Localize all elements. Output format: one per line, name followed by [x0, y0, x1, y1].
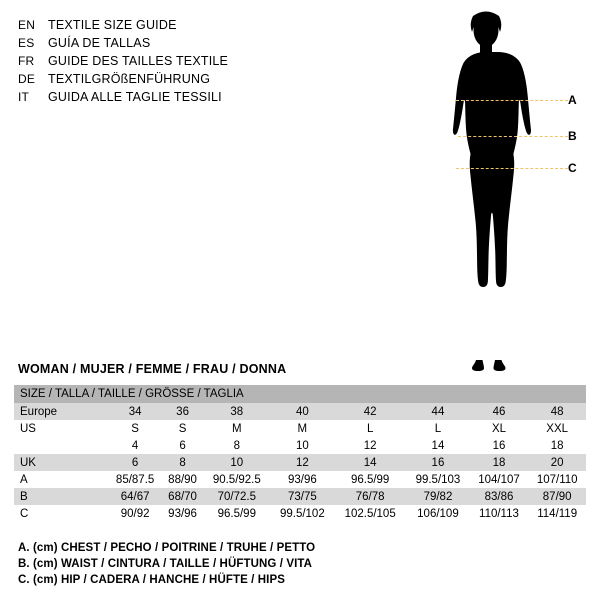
- table-cell: 85/87.5: [108, 471, 162, 488]
- figure-diagram: [420, 8, 590, 373]
- table-cell: 93/96: [271, 471, 334, 488]
- table-band-row: [14, 385, 586, 403]
- table-cell: 88/90: [162, 471, 203, 488]
- table-cell: 46: [470, 403, 529, 420]
- row-label: UK: [14, 454, 108, 471]
- table-cell: S: [108, 420, 162, 437]
- table-cell: 79/82: [406, 488, 469, 505]
- footnote-b: B. (cm) WAIST / CINTURA / TAILLE / HÜFTUNG / VITA: [18, 558, 313, 570]
- legend-text: TEXTILGRÖßENFÜHRUNG: [48, 72, 211, 86]
- legend-text: GUIDE DES TAILLES TEXTILE: [48, 54, 229, 68]
- table-cell: L: [334, 420, 406, 437]
- legend-code: ES: [18, 36, 35, 50]
- female-silhouette-icon: [420, 8, 590, 373]
- table-cell: 64/67: [108, 488, 162, 505]
- table-cell: 96.5/99: [203, 505, 271, 522]
- row-label: US: [14, 420, 108, 437]
- measure-line-b: [458, 136, 568, 137]
- table-cell: 44: [406, 403, 469, 420]
- table-cell: 10: [271, 437, 334, 454]
- table-cell: 14: [334, 454, 406, 471]
- table-cell: 34: [108, 403, 162, 420]
- table-cell: 76/78: [334, 488, 406, 505]
- table-cell: M: [203, 420, 271, 437]
- table-cell: 73/75: [271, 488, 334, 505]
- table-cell: 8: [162, 454, 203, 471]
- table-cell: 102.5/105: [334, 505, 406, 522]
- table-row: [14, 420, 586, 437]
- row-label: C: [14, 505, 108, 522]
- section-title: WOMAN / MUJER / FEMME / FRAU / DONNA: [18, 362, 287, 376]
- table-cell: 68/70: [162, 488, 203, 505]
- table-cell: 20: [528, 454, 586, 471]
- row-label: Europe: [14, 403, 108, 420]
- table-cell: 16: [406, 454, 469, 471]
- legend-code: EN: [18, 18, 36, 32]
- row-label: B: [14, 488, 108, 505]
- table-row: [14, 488, 586, 505]
- table-band-label: SIZE / TALLA / TAILLE / GRÖSSE / TAGLIA: [14, 385, 586, 403]
- table-row: [14, 454, 586, 471]
- table-cell: 99.5/102: [271, 505, 334, 522]
- legend-text: TEXTILE SIZE GUIDE: [48, 18, 177, 32]
- table-cell: 90.5/92.5: [203, 471, 271, 488]
- footnote-a: A. (cm) CHEST / PECHO / POITRINE / TRUHE / PETTO: [18, 542, 316, 554]
- table-cell: 96.5/99: [334, 471, 406, 488]
- footnote-c: C. (cm) HIP / CADERA / HANCHE / HÜFTE / HIPS: [18, 574, 286, 586]
- table-cell: 107/110: [528, 471, 586, 488]
- table-row: [14, 403, 586, 420]
- table-cell: 110/113: [470, 505, 529, 522]
- table-cell: 8: [203, 437, 271, 454]
- legend-row: [18, 70, 348, 88]
- legend-code: IT: [18, 90, 30, 104]
- table-cell: 48: [528, 403, 586, 420]
- table-cell: 12: [271, 454, 334, 471]
- table-cell: 14: [406, 437, 469, 454]
- legend-row: [18, 34, 348, 52]
- table-cell: 70/72.5: [203, 488, 271, 505]
- table-cell: 6: [108, 454, 162, 471]
- measure-label-c: C: [568, 161, 577, 175]
- table-cell: 12: [334, 437, 406, 454]
- table-cell: 83/86: [470, 488, 529, 505]
- table-cell: 104/107: [470, 471, 529, 488]
- legend-row: [18, 52, 348, 70]
- table-row: [14, 471, 586, 488]
- table-cell: 42: [334, 403, 406, 420]
- table-cell: 18: [528, 437, 586, 454]
- table-cell: 16: [470, 437, 529, 454]
- legend-code: DE: [18, 72, 36, 86]
- table-cell: 40: [271, 403, 334, 420]
- legend-row: [18, 88, 348, 106]
- table-cell: 4: [108, 437, 162, 454]
- measure-line-c: [456, 168, 568, 169]
- table-cell: 38: [203, 403, 271, 420]
- legend-text: GUÍA DE TALLAS: [48, 36, 151, 50]
- table-cell: 10: [203, 454, 271, 471]
- table-cell: 106/109: [406, 505, 469, 522]
- table-cell: 93/96: [162, 505, 203, 522]
- language-legend: [18, 16, 348, 106]
- legend-row: [18, 16, 348, 34]
- table-cell: 36: [162, 403, 203, 420]
- row-label: A: [14, 471, 108, 488]
- table-cell: XXL: [528, 420, 586, 437]
- measure-label-b: B: [568, 129, 577, 143]
- footnotes: [18, 540, 578, 588]
- table-row: [14, 505, 586, 522]
- table-cell: S: [162, 420, 203, 437]
- table-row: [14, 437, 586, 454]
- table-cell: M: [271, 420, 334, 437]
- table-cell: 90/92: [108, 505, 162, 522]
- table-cell: 114/119: [528, 505, 586, 522]
- row-label: [14, 437, 108, 454]
- legend-text: GUIDA ALLE TAGLIE TESSILI: [48, 90, 222, 104]
- table-cell: 18: [470, 454, 529, 471]
- measure-label-a: A: [568, 93, 577, 107]
- table-cell: 6: [162, 437, 203, 454]
- table-cell: 87/90: [528, 488, 586, 505]
- size-table: [14, 385, 586, 522]
- table-cell: 99.5/103: [406, 471, 469, 488]
- table-cell: XL: [470, 420, 529, 437]
- measure-line-a: [456, 100, 568, 101]
- table-cell: L: [406, 420, 469, 437]
- legend-code: FR: [18, 54, 35, 68]
